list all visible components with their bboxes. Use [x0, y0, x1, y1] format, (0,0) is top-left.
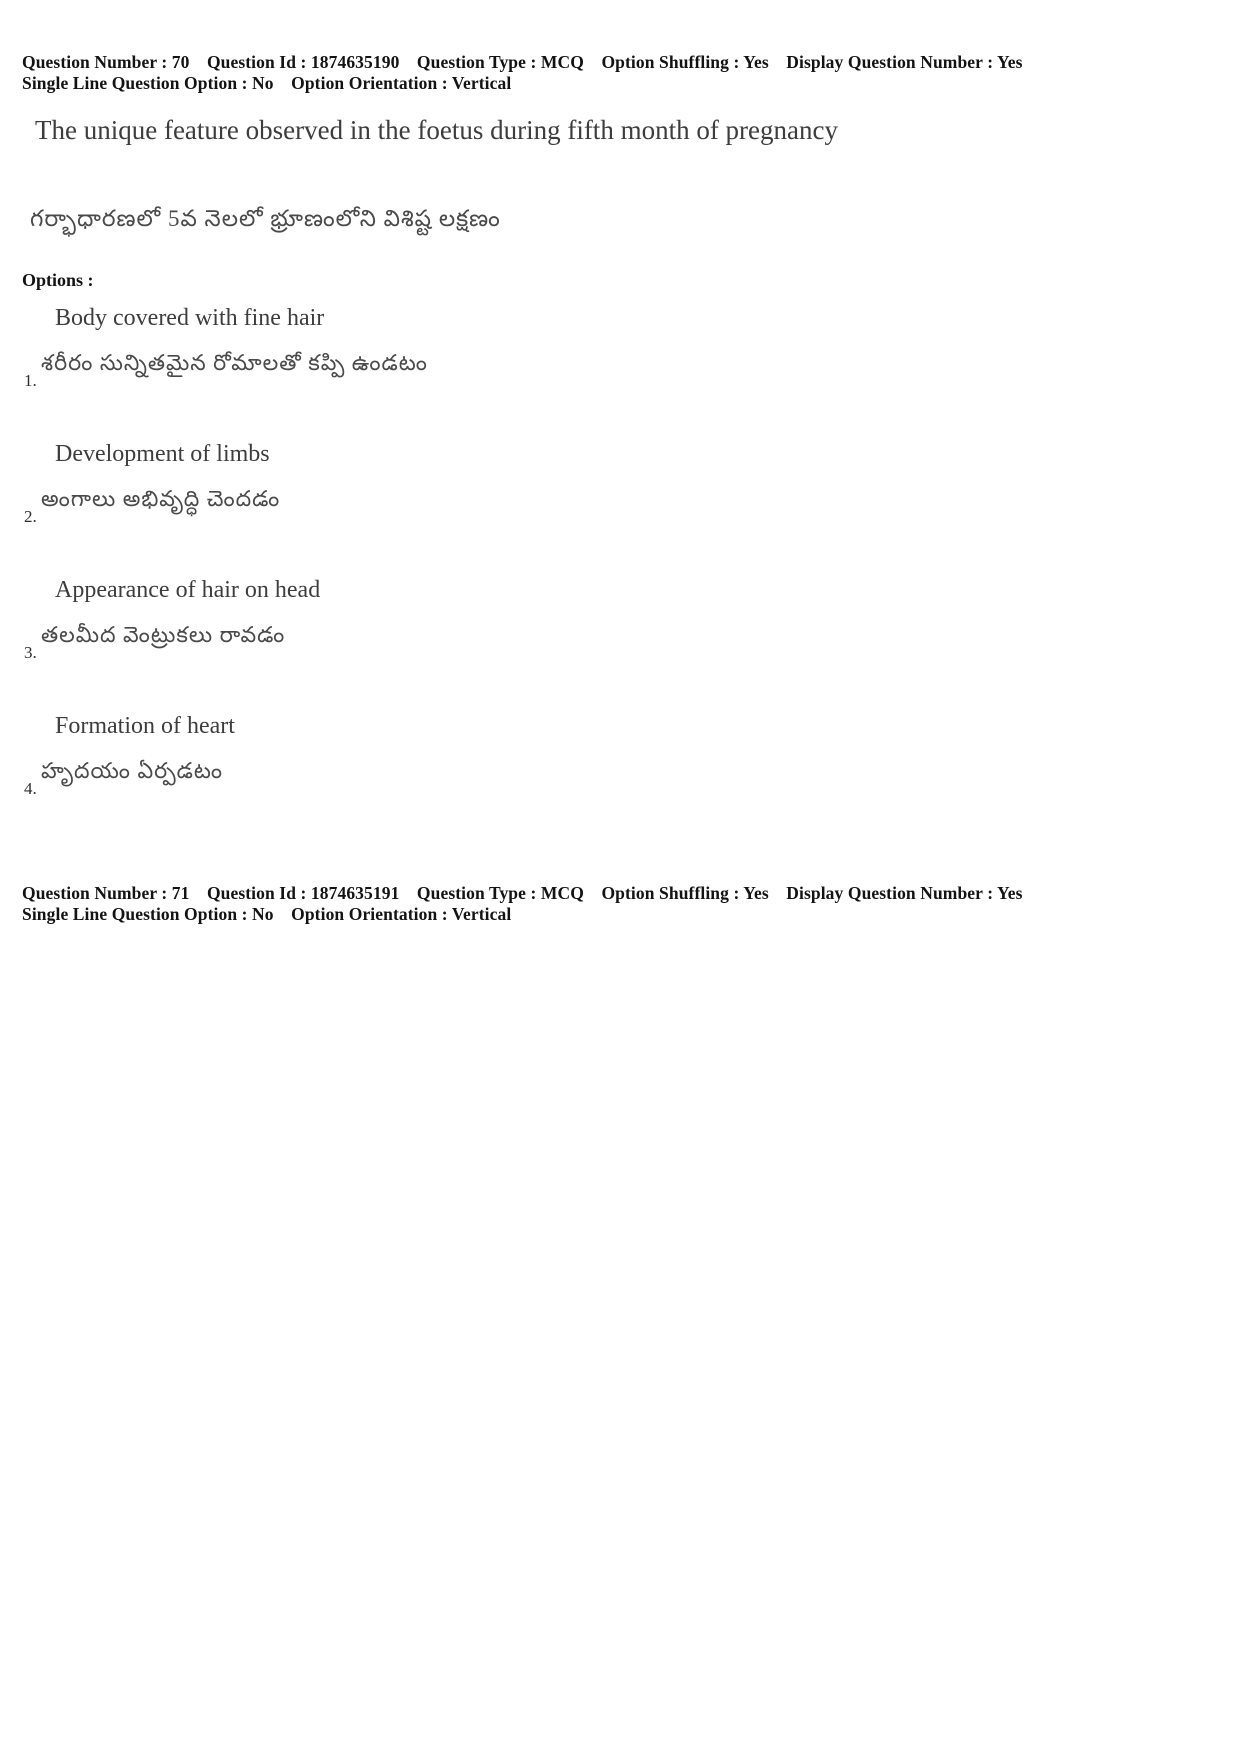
option-3-number: 3. [24, 643, 37, 662]
question-70-meta [22, 52, 1200, 94]
option-4-text-telugu: హృదయం ఏర్పడటం [41, 758, 224, 783]
meta-line-1 [22, 52, 1200, 73]
option-4-text-english: Formation of heart [55, 713, 235, 739]
meta-option-orientation: Option Orientation : Vertical [291, 73, 512, 93]
option-1-text-telugu: శరీరం సున్నితమైన రోమాలతో కప్పి ఉండటం [41, 350, 428, 375]
meta-option-shuffling: Option Shuffling : Yes [601, 883, 769, 903]
question-text-english: The unique feature observed in the foetus during fifth month of pregnancy [35, 115, 838, 145]
question-70-block [22, 52, 1200, 799]
option-3-text-telugu: తలమీద వెంట్రుకలు రావడం [41, 622, 286, 647]
meta-line-2 [22, 73, 1200, 94]
meta-line-2 [22, 904, 1200, 925]
meta-line-1 [22, 883, 1200, 904]
question-71-meta [22, 883, 1200, 925]
option-2-text-english: Development of limbs [55, 441, 270, 467]
option-1-number: 1. [24, 371, 37, 390]
option-2-row [22, 439, 1200, 527]
option-3-text-english: Appearance of hair on head [55, 577, 321, 603]
option-4-row [22, 711, 1200, 799]
option-1-text-english: Body covered with fine hair [55, 305, 325, 331]
meta-option-shuffling: Option Shuffling : Yes [601, 52, 769, 72]
meta-question-number: Question Number : 71 [22, 883, 190, 903]
options-list [22, 303, 1200, 799]
meta-display-question-number: Display Question Number : Yes [786, 883, 1023, 903]
meta-question-type: Question Type : MCQ [416, 883, 584, 903]
meta-single-line-option: Single Line Question Option : No [22, 904, 274, 924]
option-2-number: 2. [24, 507, 37, 526]
option-4-number: 4. [24, 779, 37, 798]
meta-question-type: Question Type : MCQ [416, 52, 584, 72]
option-3-row [22, 575, 1200, 663]
option-2-text-telugu: అంగాలు అభివృద్ధి చెందడం [41, 486, 281, 511]
meta-option-orientation: Option Orientation : Vertical [291, 904, 512, 924]
meta-question-id: Question Id : 1874635190 [206, 52, 400, 72]
question-71-block [22, 883, 1200, 925]
meta-question-number: Question Number : 70 [22, 52, 190, 72]
meta-single-line-option: Single Line Question Option : No [22, 73, 274, 93]
question-text-telugu: గర్భాధారణలో 5వ నెలలో భ్రూణంలోని విశిష్ట లక్షణం [30, 206, 501, 231]
option-1-row [22, 303, 1200, 391]
meta-question-id: Question Id : 1874635191 [206, 883, 400, 903]
options-label: Options : [22, 270, 94, 290]
meta-display-question-number: Display Question Number : Yes [786, 52, 1023, 72]
